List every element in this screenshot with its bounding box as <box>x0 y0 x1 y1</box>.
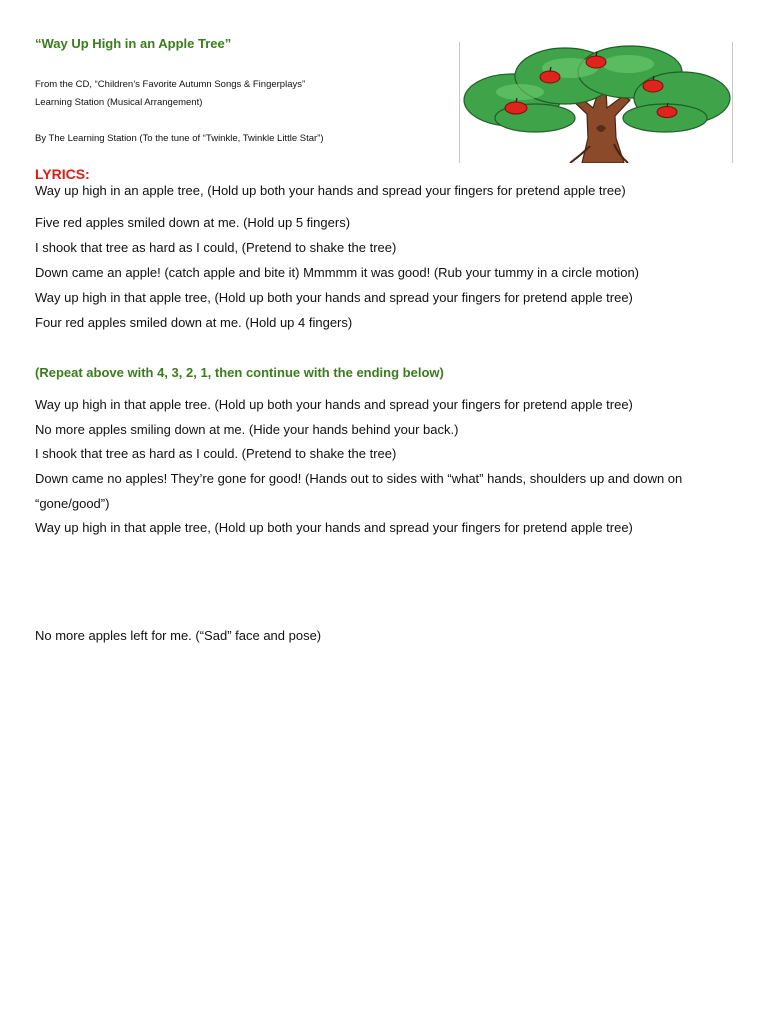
repeat-note: (Repeat above with 4, 3, 2, 1, then continue with the ending below) <box>35 365 444 380</box>
arrangement-line: Learning Station (Musical Arrangement) <box>35 97 203 108</box>
lyric-line: Way up high in an apple tree, (Hold up both your hands and spread your fingers for pretend apple tree) <box>35 183 626 198</box>
ending-line: Way up high in that apple tree. (Hold up both your hands and spread your fingers for pretend apple tree) <box>35 397 633 412</box>
lyric-line: Five red apples smiled down at me. (Hold up 5 fingers) <box>35 215 351 230</box>
lyric-line: Way up high in that apple tree, (Hold up both your hands and spread your fingers for pretend apple tree) <box>35 290 633 305</box>
ending-line: Way up high in that apple tree, (Hold up both your hands and spread your fingers for pretend apple tree) <box>35 520 633 535</box>
final-line: No more apples left for me. (“Sad” face and pose) <box>35 628 322 643</box>
ending-line: I shook that tree as hard as I could. (Pretend to shake the tree) <box>35 446 397 461</box>
lyrics-heading: LYRICS: <box>35 166 90 182</box>
lyric-line: Four red apples smiled down at me. (Hold up 4 fingers) <box>35 315 353 330</box>
lyric-line: Down came an apple! (catch apple and bite it) Mmmmm it was good! (Rub your tummy in a circle motion) <box>35 265 640 280</box>
lyric-line: I shook that tree as hard as I could, (Pretend to shake the tree) <box>35 240 397 255</box>
source-line: From the CD, “Children’s Favorite Autumn Songs & Fingerplays” <box>35 79 306 90</box>
ending-line: Down came no apples! They’re gone for good! (Hands out to sides with “what” hands, shoulders up and down on <box>35 471 683 486</box>
ending-line: “gone/good”) <box>35 496 110 511</box>
ending-line: No more apples smiling down at me. (Hide your hands behind your back.) <box>35 422 459 437</box>
by-line: By The Learning Station (To the tune of “Twinkle, Twinkle Little Star”) <box>35 133 324 144</box>
document-title: “Way Up High in an Apple Tree” <box>35 36 232 51</box>
apple-tree-clipart-icon <box>460 42 732 163</box>
apple-tree-illustration <box>459 42 733 163</box>
